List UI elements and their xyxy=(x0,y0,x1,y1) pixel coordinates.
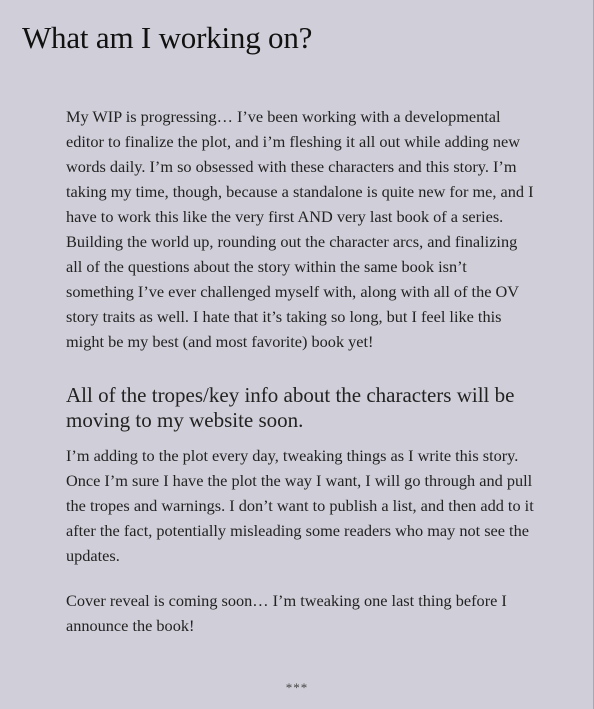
cover-reveal-paragraph: Cover reveal is coming soon… I’m tweaking one last thing before I announce the book! xyxy=(66,591,507,635)
section-subheading: All of the tropes/key info about the characters will be moving to my website soon. xyxy=(66,383,515,432)
page-title: What am I working on? xyxy=(22,20,313,55)
plot-paragraph: I’m adding to the plot every day, tweaking things as I write this story. Once I’m sure I have the plot the way I want, I will go through and pull the tropes and warnings. I don’t want to publish a list, and then add to it after the fact, potentially misleading some readers who may not see the updates. xyxy=(66,446,534,565)
section-divider: *** xyxy=(285,680,309,695)
article-body xyxy=(66,104,534,638)
intro-paragraph: My WIP is progressing… I’ve been working with a developmental editor to finalize the plot, and i’m fleshing it all out while adding new words daily. I’m so obsessed with these characters and this story. I’m taking my time, though, because a standalone is quite new for me, and I have to work this like the very first AND very last book of a series. Building the world up, rounding out the character arcs, and finalizing all of the questions about the story within the same book isn’t something I’ve ever challenged myself with, along with all of the OV story traits as well. I hate that it’s taking so long, but I feel like this might be my best (and most favorite) book yet! xyxy=(66,107,534,351)
